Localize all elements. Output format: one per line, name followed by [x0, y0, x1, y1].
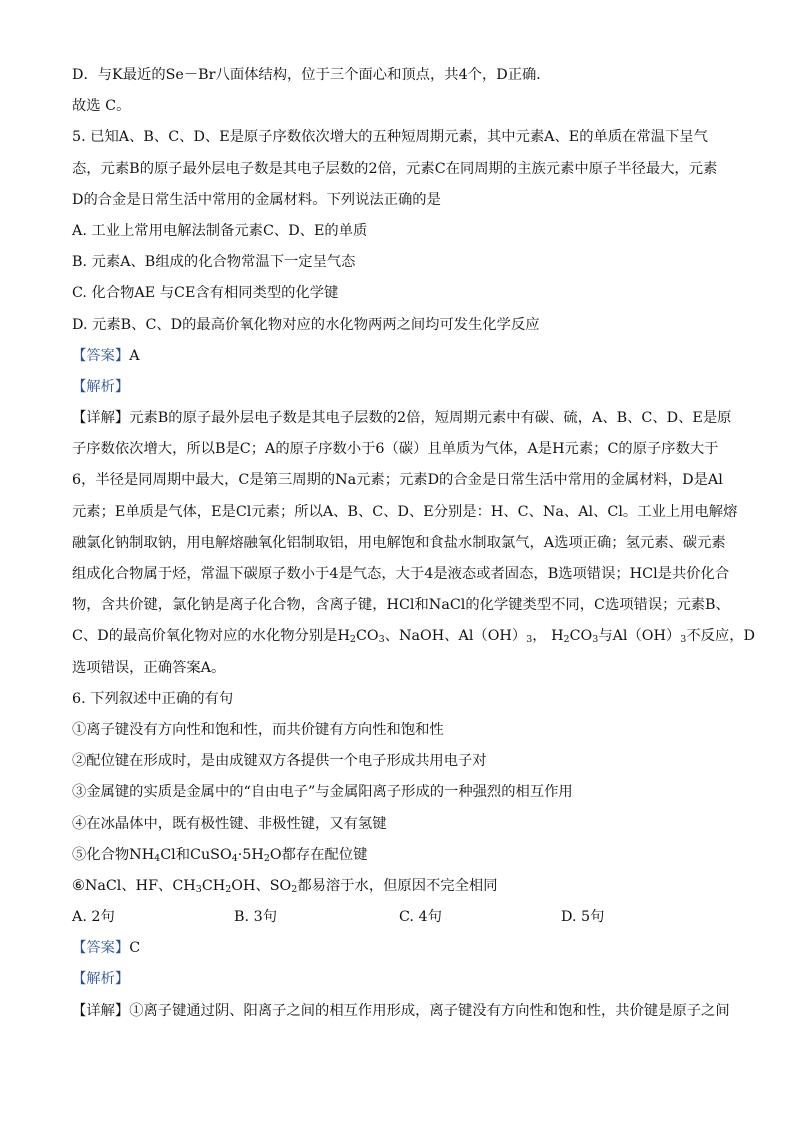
text-segment: C、D的最高价氧化物对应的水化物分别是H — [72, 628, 350, 645]
question-5-stem: 5. 已知A、B、C、D、E是原子序数依次增大的五种短周期元素，其中元素A、E的单质在常温下呈气 — [72, 129, 708, 146]
analysis-line — [72, 964, 722, 995]
option-b: B. 3句 — [234, 909, 277, 926]
statement-6 — [72, 871, 722, 902]
statement-5 — [72, 840, 722, 871]
detail-text: ①离子键通过阴、阳离子之间的相互作用形成，离子键没有方向性和饱和性，共价键是原子之间 — [129, 1002, 730, 1019]
answer-tag: 【答案】 — [72, 940, 130, 957]
text-segment: ⑤化合物NH — [72, 846, 155, 863]
text-segment: CO — [569, 628, 593, 645]
detail-line: 融氯化钠制取钠，用电解熔融氧化铝制取铝，用电解饱和食盐水制取氯气，A选项正确；氢元素、碳元素 — [72, 534, 726, 551]
text-line: 态，元素B的原子最外层电子数是其电子层数的2倍，元素C在同周期的主族元素中原子半径最大，元素 — [72, 160, 718, 177]
subscript: 2 — [263, 852, 270, 864]
option-a: A. 工业上常用电解法制备元素C、D、E的单质 — [72, 222, 368, 239]
subscript: 3 — [526, 634, 533, 646]
statement-2: ②配位键在形成时，是由成键双方各提供一个电子形成共用电子对 — [72, 753, 487, 770]
option-c: C. 4句 — [399, 909, 442, 926]
text-segment: ·5H — [237, 846, 264, 863]
analysis-tag: 【解析】 — [72, 378, 130, 395]
detail-line: 选项错误，正确答案A。 — [72, 659, 226, 676]
subscript: 2 — [291, 883, 298, 895]
text-line: D的合金是日常生活中常用的金属材料。下列说法正确的是 — [72, 191, 441, 208]
subscript: 3 — [592, 634, 599, 646]
answer-value: A — [129, 347, 140, 364]
text-line: 故选 C。 — [72, 98, 131, 115]
options-row — [72, 902, 722, 933]
detail-line-formula — [72, 621, 755, 652]
statement-4: ④在冰晶体中，既有极性键、非极性键，又有氢键 — [72, 815, 387, 832]
detail-line: 物，含共价键，氯化钠是离子化合物，含离子键，HCl和NaCl的化学键类型不同，C选项错误；元素B、 — [72, 597, 730, 614]
detail-tag: 【详解】 — [72, 410, 130, 427]
subscript: 2 — [225, 883, 232, 895]
text-segment: ⑥NaCl、HF、CH — [72, 877, 196, 894]
text-segment: Cl和CuSO — [160, 846, 232, 863]
option-c: C. 化合物AE 与CE含有相同类型的化学键 — [72, 285, 339, 302]
text-segment: 都易溶于水，但原因不完全相同 — [297, 877, 498, 894]
detail-line: 6，半径是同周期中最大，C是第三周期的Na元素；元素D的合金是日常生活中常用的金属材料，D是Al — [72, 472, 723, 489]
option-d: D. 5句 — [561, 909, 605, 926]
subscript: 2 — [563, 634, 570, 646]
text-segment: 不反应，D — [686, 628, 755, 645]
detail-text: 元素B的原子最外层电子数是其电子层数的2倍，短周期元素中有碳、硫，A、B、C、D、E是原 — [129, 410, 732, 427]
question-6-stem: 6. 下列叙述中正确的有句 — [72, 690, 234, 707]
subscript: 4 — [231, 852, 238, 864]
statement-1: ①离子键没有方向性和饱和性，而共价键有方向性和饱和性 — [72, 721, 444, 738]
detail-line — [72, 996, 730, 1027]
detail-line: 组成化合物属于烃，常温下碳原子数小于4是气态，大于4是液态或者固态，B选项错误；HCl是共价化合 — [72, 566, 730, 582]
subscript: 3 — [378, 634, 385, 646]
subscript: 3 — [680, 634, 687, 646]
option-d: D. 元素B、C、D的最高价氧化物对应的水化物两两之间均可发生化学反应 — [72, 316, 540, 333]
text-segment: CH — [201, 877, 226, 894]
statement-3: ③金属键的实质是金属中的“自由电子”与金属阳离子形成的一种强烈的相互作用 — [72, 784, 573, 801]
text-segment: 、NaOH、Al（OH） — [384, 628, 527, 645]
option-a: A. 2句 — [72, 909, 115, 926]
text-line: D．与K最近的Se－Br八面体结构，位于三个面心和顶点，共4个，D正确． — [72, 67, 551, 83]
answer-line — [72, 341, 722, 372]
option-b: B. 元素A、B组成的化合物常温下一定呈气态 — [72, 254, 356, 271]
detail-line — [72, 403, 732, 434]
analysis-tag: 【解析】 — [72, 971, 130, 988]
document-page — [72, 60, 755, 1027]
text-segment: CO — [355, 628, 379, 645]
detail-line: 子序数依次增大，所以B是C；A的原子序数小于6（碳）且单质为气体，A是H元素；C的原子序数大于 — [72, 441, 719, 458]
text-segment: OH、SO — [231, 877, 292, 894]
text-segment: ， H — [532, 628, 564, 645]
text-segment: O都存在配位键 — [269, 846, 368, 863]
answer-line — [72, 933, 722, 964]
subscript: 3 — [195, 883, 202, 895]
detail-line: 元素；E单质是气体，E是Cl元素；所以A、B、C、D、E分别是：H、C、Na、Al、Cl。工业上用电解熔 — [72, 503, 738, 520]
subscript: 2 — [349, 634, 356, 646]
analysis-line — [72, 372, 722, 403]
detail-tag: 【详解】 — [72, 1002, 130, 1019]
answer-value: C — [129, 940, 141, 957]
subscript: 4 — [154, 852, 161, 864]
text-segment: 与Al（OH） — [598, 628, 681, 645]
answer-tag: 【答案】 — [72, 347, 130, 364]
